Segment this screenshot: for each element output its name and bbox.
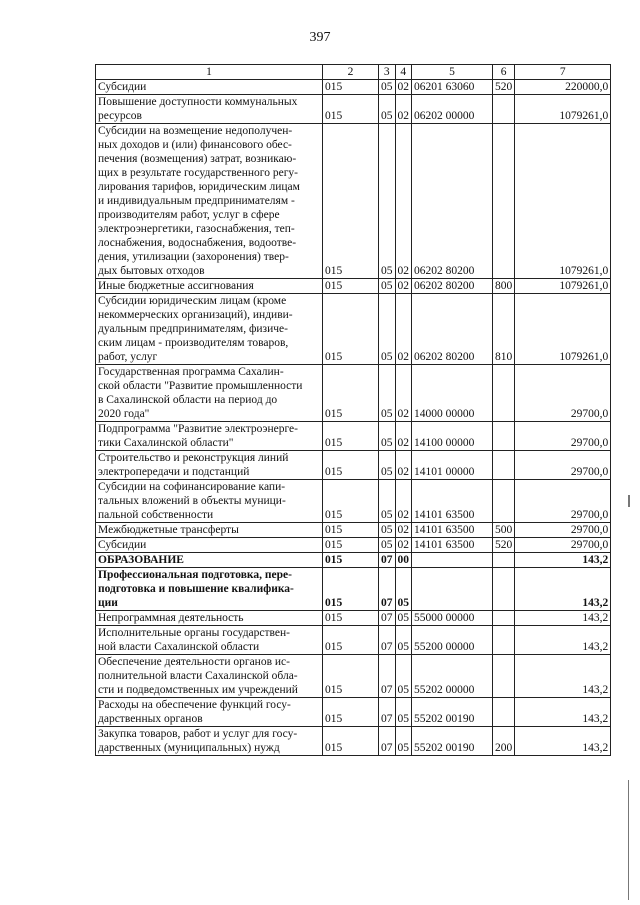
- subsection-code-cell: 02: [395, 294, 412, 365]
- row-name-line: работ, услуг: [98, 351, 158, 363]
- budget-table: [95, 64, 611, 756]
- row-name-line: ресурсов: [98, 110, 142, 122]
- row-name-line: подготовка и повышение квалифика-: [98, 583, 294, 595]
- section-code-cell: 07: [379, 626, 396, 655]
- amount-cell: 143,2: [515, 611, 611, 626]
- expense-type-cell: [493, 611, 515, 626]
- expense-type-cell: 500: [493, 523, 515, 538]
- table-row: [96, 538, 611, 553]
- subsection-code-cell: 02: [395, 538, 412, 553]
- amount-cell: 220000,0: [515, 80, 611, 95]
- column-header: 6: [493, 65, 515, 80]
- target-article-cell: 06202 80200: [412, 294, 493, 365]
- expense-type-cell: [493, 698, 515, 727]
- row-name-cell: [96, 124, 323, 279]
- table-row: [96, 95, 611, 124]
- target-article-cell: 14101 63500: [412, 523, 493, 538]
- section-code-cell: 07: [379, 655, 396, 698]
- row-name-line: ОБРАЗОВАНИЕ: [98, 554, 184, 566]
- ministry-code-cell: 015: [323, 80, 379, 95]
- row-name-line: ции: [98, 597, 118, 609]
- amount-cell: 29700,0: [515, 451, 611, 480]
- row-name-line: Профессиональная подготовка, пере-: [98, 569, 292, 581]
- target-article-cell: 55202 00190: [412, 698, 493, 727]
- section-code-cell: 07: [379, 611, 396, 626]
- row-name-cell: [96, 480, 323, 523]
- section-code-cell: 05: [379, 80, 396, 95]
- row-name-line: ским лицам - производителям товаров,: [98, 337, 289, 349]
- ministry-code-cell: 015: [323, 480, 379, 523]
- amount-cell: 1079261,0: [515, 279, 611, 294]
- target-article-cell: 14101 00000: [412, 451, 493, 480]
- ministry-code-cell: 015: [323, 698, 379, 727]
- target-article-cell: 55000 00000: [412, 611, 493, 626]
- row-name-line: Иные бюджетные ассигнования: [98, 280, 254, 292]
- table-row: [96, 124, 611, 279]
- target-article-cell: [412, 553, 493, 568]
- amount-cell: 1079261,0: [515, 95, 611, 124]
- ministry-code-cell: 015: [323, 568, 379, 611]
- row-name-line: дения, утилизации (захоронения) твер-: [98, 251, 289, 263]
- subsection-code-cell: 02: [395, 422, 412, 451]
- row-name-cell: [96, 626, 323, 655]
- row-name-cell: [96, 279, 323, 294]
- subsection-code-cell: 05: [395, 626, 412, 655]
- row-name-line: и индивидуальным предпринимателям -: [98, 195, 295, 207]
- ministry-code-cell: 015: [323, 727, 379, 756]
- expense-type-cell: [493, 124, 515, 279]
- amount-cell: 29700,0: [515, 538, 611, 553]
- row-name-line: щих в результате государственного регу-: [98, 167, 299, 179]
- table-row: [96, 655, 611, 698]
- page-number: 397: [309, 30, 331, 45]
- table-row: [96, 698, 611, 727]
- row-name-line: ской области "Развитие промышленности: [98, 380, 303, 392]
- section-code-cell: 07: [379, 568, 396, 611]
- row-name-line: Субсидии на возмещение недополучен-: [98, 125, 293, 137]
- table-row: [96, 626, 611, 655]
- row-name-cell: [96, 553, 323, 568]
- row-name-line: 2020 года": [98, 408, 150, 420]
- section-code-cell: 07: [379, 727, 396, 756]
- row-name-line: лирования тарифов, юридическим лицам: [98, 181, 300, 193]
- subsection-code-cell: 05: [395, 655, 412, 698]
- table-row: [96, 294, 611, 365]
- ministry-code-cell: 015: [323, 523, 379, 538]
- expense-type-cell: [493, 655, 515, 698]
- column-header: 2: [323, 65, 379, 80]
- row-name-line: Исполнительные органы государствен-: [98, 627, 290, 639]
- row-name-line: тики Сахалинской области": [98, 437, 234, 449]
- expense-type-cell: 200: [493, 727, 515, 756]
- subsection-code-cell: 05: [395, 611, 412, 626]
- column-header: 7: [515, 65, 611, 80]
- row-name-line: Непрограммная деятельность: [98, 612, 244, 624]
- expense-type-cell: [493, 480, 515, 523]
- subsection-code-cell: 02: [395, 80, 412, 95]
- table-row: [96, 480, 611, 523]
- amount-cell: 29700,0: [515, 480, 611, 523]
- row-name-line: Государственная программа Сахалин-: [98, 366, 284, 378]
- row-name-line: Межбюджетные трансферты: [98, 524, 239, 536]
- target-article-cell: 55202 00190: [412, 727, 493, 756]
- table-row: [96, 553, 611, 568]
- table-row: [96, 568, 611, 611]
- target-article-cell: 06202 80200: [412, 124, 493, 279]
- row-name-line: пальной собственности: [98, 509, 214, 521]
- ministry-code-cell: 015: [323, 538, 379, 553]
- ministry-code-cell: 015: [323, 451, 379, 480]
- amount-cell: 1079261,0: [515, 294, 611, 365]
- amount-cell: 143,2: [515, 727, 611, 756]
- header-row: [96, 65, 611, 80]
- section-code-cell: 05: [379, 451, 396, 480]
- row-name-line: лоснабжения, водоснабжения, водоотве-: [98, 237, 297, 249]
- expense-type-cell: [493, 451, 515, 480]
- target-article-cell: 14100 00000: [412, 422, 493, 451]
- row-name-line: печения (возмещения) затрат, возникаю-: [98, 153, 297, 165]
- subsection-code-cell: 02: [395, 523, 412, 538]
- row-name-line: электроэнергетики, газоснабжения, теп-: [98, 223, 295, 235]
- ministry-code-cell: 015: [323, 422, 379, 451]
- section-code-cell: 05: [379, 95, 396, 124]
- section-code-cell: 05: [379, 422, 396, 451]
- column-header: 4: [395, 65, 412, 80]
- row-name-line: ных доходов и (или) финансового обес-: [98, 139, 292, 151]
- section-code-cell: 05: [379, 294, 396, 365]
- row-name-cell: [96, 538, 323, 553]
- column-header: 5: [412, 65, 493, 80]
- row-name-cell: [96, 655, 323, 698]
- target-article-cell: 06202 80200: [412, 279, 493, 294]
- section-code-cell: 07: [379, 553, 396, 568]
- expense-type-cell: 520: [493, 80, 515, 95]
- amount-cell: 29700,0: [515, 422, 611, 451]
- amount-cell: 143,2: [515, 698, 611, 727]
- row-name-line: в Сахалинской области на период до: [98, 394, 278, 406]
- row-name-line: электропередачи и подстанций: [98, 466, 250, 478]
- amount-cell: 29700,0: [515, 523, 611, 538]
- column-header: 3: [379, 65, 396, 80]
- subsection-code-cell: 02: [395, 124, 412, 279]
- row-name-cell: [96, 611, 323, 626]
- table-row: [96, 451, 611, 480]
- ministry-code-cell: 015: [323, 655, 379, 698]
- table-row: [96, 727, 611, 756]
- target-article-cell: 14101 63500: [412, 480, 493, 523]
- amount-cell: 143,2: [515, 553, 611, 568]
- row-name-line: ной власти Сахалинской области: [98, 641, 260, 653]
- amount-cell: 143,2: [515, 568, 611, 611]
- expense-type-cell: [493, 568, 515, 611]
- expense-type-cell: [493, 422, 515, 451]
- expense-type-cell: 800: [493, 279, 515, 294]
- row-name-line: Субсидии юридическим лицам (кроме: [98, 295, 287, 307]
- expense-type-cell: [493, 365, 515, 422]
- expense-type-cell: 520: [493, 538, 515, 553]
- expense-type-cell: 810: [493, 294, 515, 365]
- row-name-line: дых бытовых отходов: [98, 265, 205, 277]
- margin-scan-mark: [628, 495, 630, 507]
- section-code-cell: 05: [379, 124, 396, 279]
- subsection-code-cell: 05: [395, 698, 412, 727]
- row-name-line: Субсидии: [98, 81, 147, 93]
- column-header: 1: [96, 65, 323, 80]
- expense-type-cell: [493, 553, 515, 568]
- row-name-line: сти и подведомственных им учреждений: [98, 684, 298, 696]
- row-name-line: полнительной власти Сахалинской обла-: [98, 670, 298, 682]
- table-row: [96, 365, 611, 422]
- row-name-line: Повышение доступности коммунальных: [98, 96, 298, 108]
- ministry-code-cell: 015: [323, 611, 379, 626]
- amount-cell: 143,2: [515, 626, 611, 655]
- table-row: [96, 80, 611, 95]
- subsection-code-cell: 05: [395, 568, 412, 611]
- row-name-line: дарственных (муниципальных) нужд: [98, 742, 280, 754]
- table-row: [96, 523, 611, 538]
- row-name-line: тальных вложений в объекты муници-: [98, 495, 286, 507]
- target-article-cell: [412, 568, 493, 611]
- section-code-cell: 05: [379, 279, 396, 294]
- ministry-code-cell: 015: [323, 95, 379, 124]
- ministry-code-cell: 015: [323, 124, 379, 279]
- subsection-code-cell: 02: [395, 451, 412, 480]
- section-code-cell: 05: [379, 538, 396, 553]
- table-row: [96, 611, 611, 626]
- ministry-code-cell: 015: [323, 365, 379, 422]
- target-article-cell: 06201 63060: [412, 80, 493, 95]
- expense-type-cell: [493, 95, 515, 124]
- ministry-code-cell: 015: [323, 294, 379, 365]
- target-article-cell: 14000 00000: [412, 365, 493, 422]
- row-name-cell: [96, 568, 323, 611]
- target-article-cell: 55200 00000: [412, 626, 493, 655]
- row-name-cell: [96, 451, 323, 480]
- section-code-cell: 05: [379, 365, 396, 422]
- subsection-code-cell: 02: [395, 95, 412, 124]
- section-code-cell: 05: [379, 480, 396, 523]
- subsection-code-cell: 02: [395, 279, 412, 294]
- row-name-line: Обеспечение деятельности органов ис-: [98, 656, 290, 668]
- row-name-cell: [96, 727, 323, 756]
- target-article-cell: 14101 63500: [412, 538, 493, 553]
- amount-cell: 1079261,0: [515, 124, 611, 279]
- row-name-line: дарственных органов: [98, 713, 203, 725]
- row-name-cell: [96, 698, 323, 727]
- section-code-cell: 05: [379, 523, 396, 538]
- row-name-cell: [96, 95, 323, 124]
- row-name-line: Подпрограмма "Развитие электроэнерге-: [98, 423, 298, 435]
- amount-cell: 143,2: [515, 655, 611, 698]
- row-name-line: дуальным предпринимателям, физиче-: [98, 323, 288, 335]
- ministry-code-cell: 015: [323, 279, 379, 294]
- row-name-line: некоммерческих организаций), индиви-: [98, 309, 293, 321]
- table-row: [96, 279, 611, 294]
- amount-cell: 29700,0: [515, 365, 611, 422]
- row-name-line: Закупка товаров, работ и услуг для госу-: [98, 728, 298, 740]
- row-name-cell: [96, 294, 323, 365]
- row-name-line: Субсидии на софинансирование капи-: [98, 481, 286, 493]
- subsection-code-cell: 05: [395, 727, 412, 756]
- margin-scan-mark: [628, 780, 629, 900]
- row-name-line: Расходы на обеспечение функций госу-: [98, 699, 291, 711]
- ministry-code-cell: 015: [323, 626, 379, 655]
- subsection-code-cell: 00: [395, 553, 412, 568]
- section-code-cell: 07: [379, 698, 396, 727]
- row-name-cell: [96, 80, 323, 95]
- row-name-cell: [96, 422, 323, 451]
- target-article-cell: 06202 00000: [412, 95, 493, 124]
- subsection-code-cell: 02: [395, 480, 412, 523]
- expense-type-cell: [493, 626, 515, 655]
- row-name-cell: [96, 365, 323, 422]
- row-name-line: Субсидии: [98, 539, 147, 551]
- row-name-line: производителям работ, услуг в сфере: [98, 209, 280, 221]
- target-article-cell: 55202 00000: [412, 655, 493, 698]
- row-name-cell: [96, 523, 323, 538]
- row-name-line: Строительство и реконструкция линий: [98, 452, 289, 464]
- subsection-code-cell: 02: [395, 365, 412, 422]
- table-row: [96, 422, 611, 451]
- ministry-code-cell: 015: [323, 553, 379, 568]
